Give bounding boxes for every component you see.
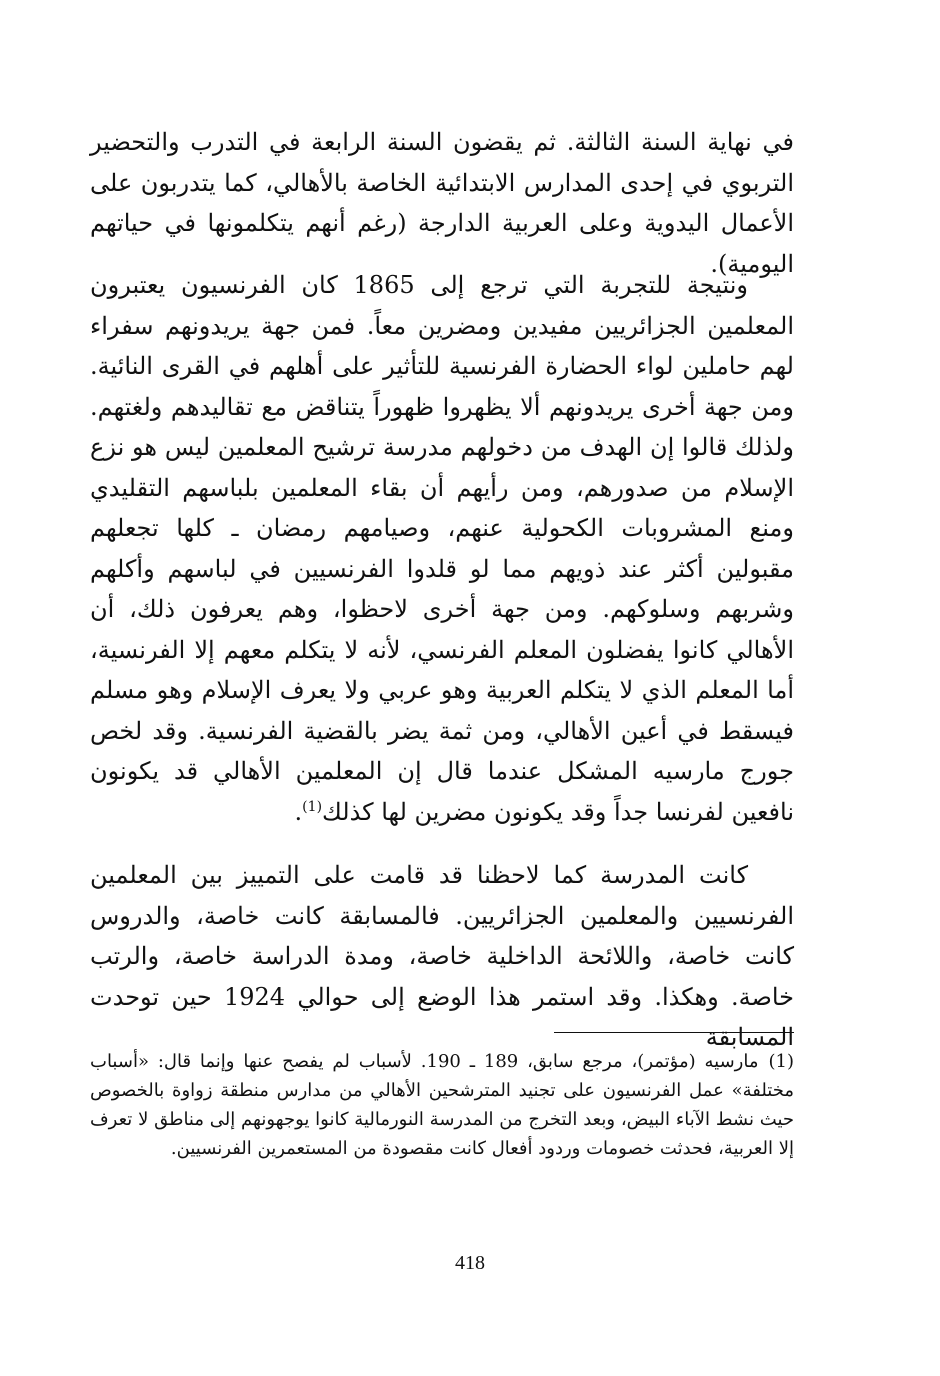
paragraph-2-text: ونتيجة للتجربة التي ترجع إلى 1865 كان الفرنسيون يعتبرون المعلمين الجزائريين مفيدين ومضرين معاً. فمن جهة يريدونهم سفراء لهم حاملين لواء الحضارة الفرنسية للتأثير على أهلهم في القرى النائية. ومن جهة أخرى يريدونهم ألا يظهروا ظهوراً يتناقض مع تقاليدهم ولغتهم. ولذلك قالوا إن الهدف من دخولهم مدرسة ترشيح المعلمين ليس هو نزع الإسلام من صدورهم، ومن رأيهم أن بقاء المعلمين بلباسهم التقليدي ومنع المشروبات الكحولية عنهم، وصيامهم رمضان ـ كلها تجعلهم مقبولين أكثر عند ذويهم مما لو قلدوا الفرنسيين في لباسهم وأكلهم وشربهم وسلوكهم. ومن جهة أخرى لاحظوا، وهم يعرفون ذلك، أن الأهالي كانوا يفضلون المعلم الفرنسي، لأنه لا يتكلم معهم إلا الفرنسية، أما المعلم الذي لا يتكلم العربية وهو عربي ولا يعرف الإسلام وهو مسلم فيسقط في أعين الأهالي، ومن ثمة يضر بالقضية الفرنسية. وقد لخص جورج مارسيه المشكل عندما قال إن المعلمين الأهالي قد يكونون نافعين لفرنسا جداً وقد يكونون مضرين لها كذلك [90,271,794,826]
footnote [90,1047,794,1163]
paragraph-2-end: . [294,797,303,826]
footnote-text: مارسيه (مؤتمر)، مرجع سابق، 189 ـ 190. لأسباب لم يفصح عنها وإنما قال: «أسباب مختلفة» عمل الفرنسيون على تجنيد المترشحين الأهالي من مدارس منطقة زواوة بالخصوص حيث نشط الآباء البيض، وبعد التخرج من المدرسة النورمالية كانوا يوجهونهم إلى مناطق لا تعرف إلا العربية، فحدثت خصومات وردود أفعال كانت مقصودة من المستعمرين الفرنسيين. [90,1051,795,1159]
paragraph-3-text: كانت المدرسة كما لاحظنا قد قامت على التمييز بين المعلمين الفرنسيين والمعلمين الجزائريين. فالمسابقة كانت خاصة، والدروس كانت خاصة، واللائحة الداخلية خاصة، ومدة الدراسة خاصة، والرتب خاصة. وهكذا. وقد استمر هذا الوضع إلى حوالي 1924 حين توحدت المسابقة [90,861,795,1051]
footnote-marker: (1) [768,1051,794,1072]
paragraph-1-text: في نهاية السنة الثالثة. ثم يقضون السنة الرابعة في التدرب والتحضير التربوي في إحدى المدارس الابتدائية الخاصة بالأهالي، كما يتدربون على الأعمال اليدوية وعلى العربية الدارجة (رغم أنهم يتكلمونها في حياتهم اليومية). [90,128,795,278]
page-number: 418 [455,1252,485,1274]
paragraph-3 [90,855,794,1058]
footnote-divider [554,1032,794,1033]
paragraph-2 [90,265,794,832]
footnote-reference[interactable]: (1) [302,798,323,815]
paragraph-1 [90,122,794,284]
